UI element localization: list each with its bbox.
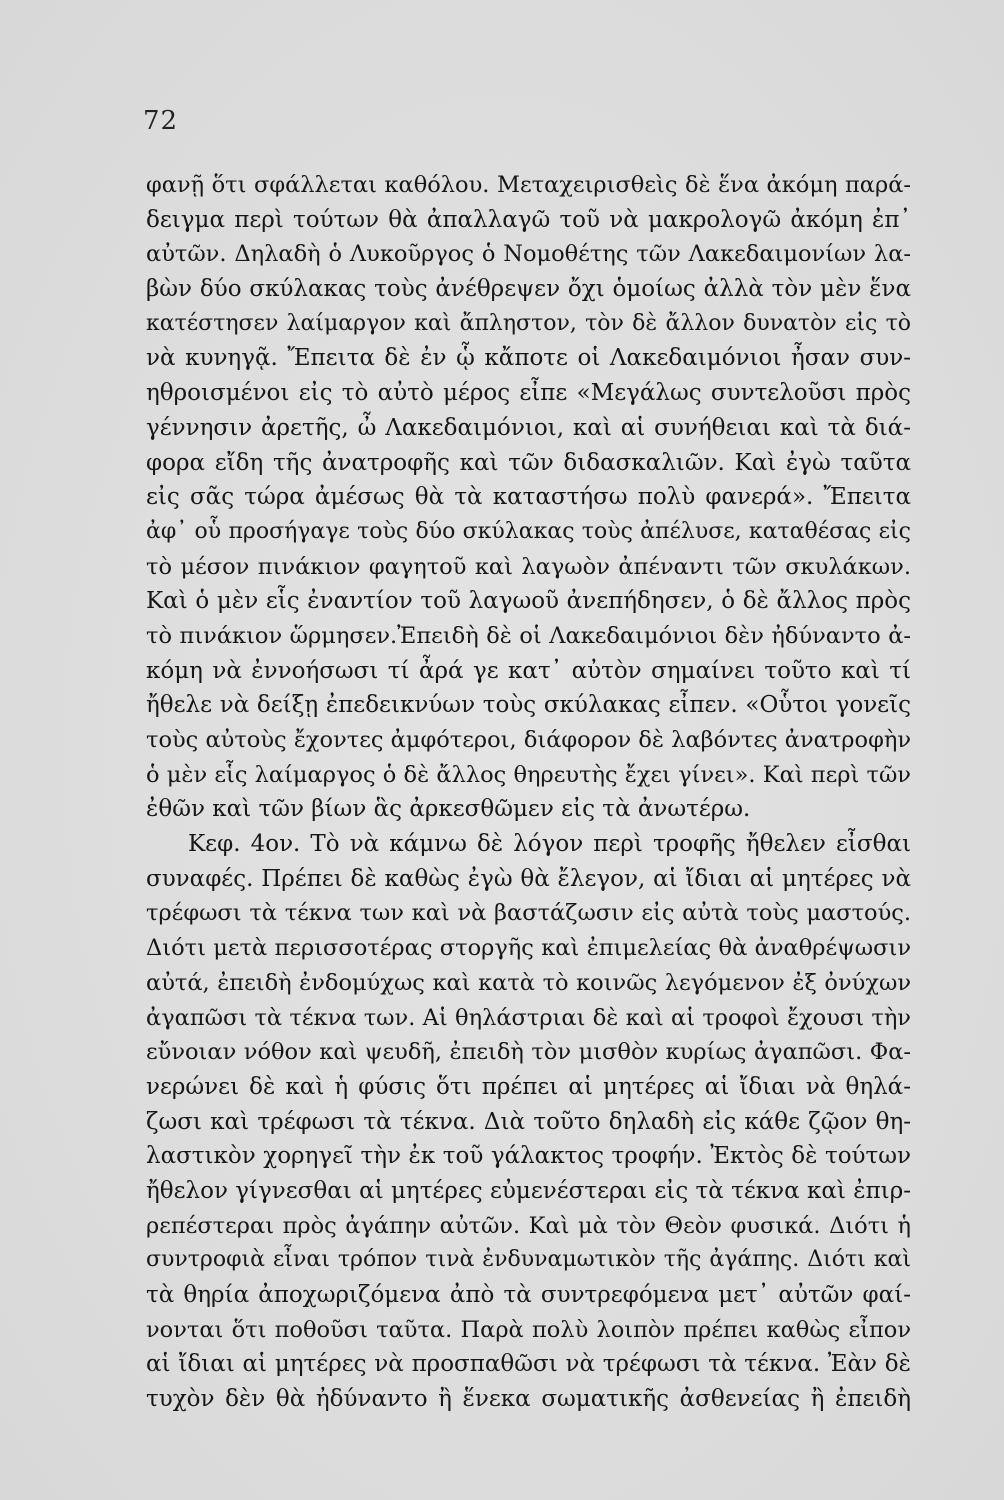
text-line: αὐτά, ἐπειδὴ ἐνδομύχως καὶ κατὰ τὸ κοινῶς λεγόμενον ἐξ ὀνύχων <box>146 969 911 996</box>
text-line: λαστικὸν χορηγεῖ τὴν ἐκ τοῦ γάλακτος τροφήν. Ἐκτὸς δὲ τούτων <box>146 1143 911 1170</box>
text-line: εὔνοιαν νόθον καὶ ψευδῆ, ἐπειδὴ τὸν μισθὸν κυρίως ἀγαπῶσι. Φα- <box>146 1039 911 1066</box>
text-line: συντροφιὰ εἶναι τρόπον τινὰ ἐνδυναμωτικὸν τῆς ἀγάπης. Διότι καὶ <box>146 1247 911 1273</box>
text-line: αὐτῶν. Δηλαδὴ ὁ Λυκοῦργος ὁ Νομοθέτης τῶν Λακεδαιμονίων λα- <box>146 241 911 268</box>
text-line: ἤθελον γίγνεσθαι αἱ μητέρες εὐμενέστεραι εἰς τὰ τέκνα καὶ ἐπιρ- <box>146 1177 911 1204</box>
text-line: γέννησιν ἀρετῆς, ὦ Λακεδαιμόνιοι, καὶ αἱ συνήθειαι καὶ τὰ διά- <box>146 414 911 441</box>
text-line: τρέφωσι τὰ τέκνα των καὶ νὰ βαστάζωσιν εἰς αὐτὰ τοὺς μαστούς. <box>146 900 911 927</box>
text-line: αἱ ἴδιαι αἱ μητέρες νὰ προσπαθῶσι νὰ τρέφωσι τὰ τέκνα. Ἐὰν δὲ <box>146 1351 911 1378</box>
text-line: τὰ θηρία ἀποχωριζόμενα ἀπὸ τὰ συντρεφόμενα μετ᾽ αὐτῶν φαί- <box>146 1282 911 1308</box>
text-line: νερώνει δὲ καὶ ἡ φύσις ὅτι πρέπει αἱ μητέρες αἱ ἴδιαι νὰ θηλά- <box>146 1073 911 1100</box>
text-line: ρεπέστεραι πρὸς ἀγάπην αὐτῶν. Καὶ μὰ τὸν Θεὸν φυσικά. Διότι ἡ <box>146 1212 911 1239</box>
body-text <box>146 168 911 1417</box>
text-line: τυχὸν δὲν θὰ ἠδύναντο ἢ ἕνεκα σωματικῆς ἀσθενείας ἢ ἐπειδὴ <box>146 1386 911 1413</box>
text-line: δειγμα περὶ τούτων θὰ ἀπαλλαγῶ τοῦ νὰ μακρολογῶ ἀκόμη ἐπ᾽ <box>146 206 911 233</box>
text-line: νὰ κυνηγᾷ. Ἔπειτα δὲ ἐν ᾧ κἄποτε οἱ Λακεδαιμόνιοι ἦσαν συν- <box>146 345 911 372</box>
text-line: νονται ὅτι ποθοῦσι ταῦτα. Παρὰ πολὺ λοιπὸν πρέπει καθὼς εἶπον <box>146 1316 911 1343</box>
text-line: τὸ μέσον πινάκιον φαγητοῦ καὶ λαγωὸν ἀπέναντι τῶν σκυλάκων. <box>146 553 911 580</box>
text-line: κόμη νὰ ἐννοήσωσι τί ἆρά γε κατ᾽ αὐτὸν σημαίνει τοῦτο καὶ τί <box>146 657 911 684</box>
text-line: ζωσι καὶ τρέφωσι τὰ τέκνα. Διὰ τοῦτο δηλαδὴ εἰς κάθε ζῷον θη- <box>146 1108 911 1135</box>
text-line: ἐθῶν καὶ τῶν βίων ἃς ἀρκεσθῶμεν εἰς τὰ ἀνωτέρω. <box>146 796 751 823</box>
text-line: εἰς σᾶς τώρα ἀμέσως θὰ τὰ καταστήσω πολὺ φανερά». Ἔπειτα <box>146 484 911 511</box>
text-line: φορα εἴδη τῆς ἀνατροφῆς καὶ τῶν διδασκαλιῶν. Καὶ ἐγὼ ταῦτα <box>146 449 911 476</box>
text-line: ἀφ᾽ οὗ προσήγαγε τοὺς δύο σκύλακας τοὺς ἀπέλυσε, καταθέσας εἰς <box>146 518 911 544</box>
text-line: Διότι μετὰ περισσοτέρας στοργῆς καὶ ἐπιμελείας θὰ ἀναθρέψωσιν <box>146 935 911 962</box>
text-line: κατέστησεν λαίμαργον καὶ ἄπληστον, τὸν δὲ ἄλλον δυνατὸν εἰς τὸ <box>146 310 911 336</box>
text-line: τὸ πινάκιον ὥρμησεν.Ἐπειδὴ δὲ οἱ Λακεδαιμόνιοι δὲν ἠδύναντο ἀ- <box>146 622 911 649</box>
text-line: Κεφ. 4ον. Τὸ νὰ κάμνω δὲ λόγον περὶ τροφῆς ἤθελεν εἶσθαι <box>188 831 911 858</box>
text-line: ἀγαπῶσι τὰ τέκνα των. Αἱ θηλάστριαι δὲ καὶ αἱ τροφοὶ ἔχουσι τὴν <box>146 1004 911 1031</box>
text-line: Καὶ ὁ μὲν εἷς ἐναντίον τοῦ λαγωοῦ ἀνεπήδησεν, ὁ δὲ ἄλλος πρὸς <box>146 588 911 615</box>
text-line: τοὺς αὐτοὺς ἔχοντες ἀμφότεροι, διάφορον δὲ λαβόντες ἀνατροφὴν <box>146 727 911 753</box>
text-line: ηθροισμένοι εἰς τὸ αὐτὸ μέρος εἶπε «Μεγάλως συντελοῦσι πρὸς <box>146 380 911 407</box>
text-line: ὁ μὲν εἷς λαίμαργος ὁ δὲ ἄλλος θηρευτὴς ἔχει γίνει». Καὶ περὶ τῶν <box>146 761 911 788</box>
text-line: βὼν δύο σκύλακας τοὺς ἀνέθρεψεν ὄχι ὁμοίως ἀλλὰ τὸν μὲν ἕνα <box>146 276 911 303</box>
text-line: ἤθελε νὰ δείξῃ ἐπεδεικνύων τοὺς σκύλακας εἶπεν. «Οὗτοι γονεῖς <box>146 692 911 719</box>
page-number: 72 <box>143 106 179 136</box>
text-line: φανῇ ὅτι σφάλλεται καθόλου. Μεταχειρισθεὶς δὲ ἕνα ἀκόμη παρά- <box>146 172 911 198</box>
text-line: συναφές. Πρέπει δὲ καθὼς ἐγὼ θὰ ἔλεγον, αἱ ἴδιαι αἱ μητέρες νὰ <box>146 865 911 892</box>
